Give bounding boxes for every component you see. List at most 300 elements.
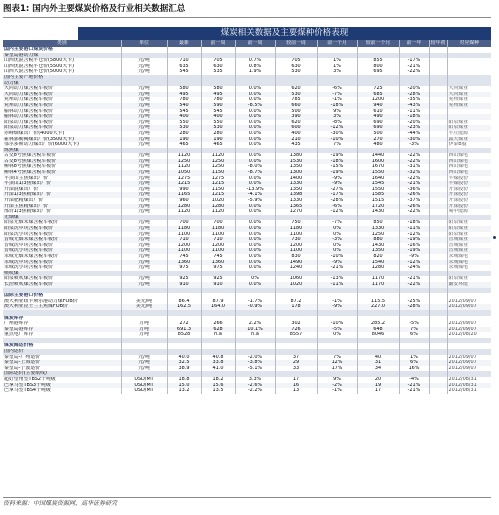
value-cell: 元/吨 — [121, 97, 167, 103]
value-cell: 855 — [357, 58, 399, 64]
value-cell: 1550 — [357, 187, 399, 193]
col-header: 较前一周 — [275, 40, 317, 47]
value-cell: 1170 — [357, 276, 399, 282]
value-cell: -6% — [317, 204, 357, 210]
value-cell: 210 — [275, 137, 317, 143]
value-cell: 495 — [167, 92, 201, 98]
value-cell: 40.8 — [201, 355, 235, 361]
value-cell: -2.2% — [235, 388, 275, 394]
value-cell: -20% — [399, 86, 429, 92]
value-cell: 0.0% — [235, 248, 275, 254]
row-label: 山西优混含税平仓价(5800大卡) — [3, 58, 121, 64]
value-cell: 1250 — [357, 232, 399, 238]
value-cell: 925 — [167, 276, 201, 282]
value-cell: 630 — [275, 64, 317, 70]
value-cell: 0% — [317, 243, 357, 249]
row-label: 榆林动力煤含税车板价 — [3, 109, 121, 115]
value-cell: 630 — [201, 64, 235, 70]
value-cell: 0.0% — [235, 97, 275, 103]
value-cell: 700 — [167, 220, 201, 226]
coal-type-cell: 2012/09/07 — [447, 299, 491, 305]
coal-type-cell: 永城煤电 — [447, 260, 491, 266]
value-cell: 162.5 — [167, 304, 201, 310]
row-label: 开滦混煤出厂价 — [3, 187, 121, 193]
value-cell: -18% — [399, 220, 429, 226]
value-cell: 1440 — [357, 153, 399, 159]
value-cell: 0% — [317, 232, 357, 238]
value-cell: 1020 — [275, 282, 317, 288]
row-label: 阳泉动力煤含税车板价 — [3, 125, 121, 131]
coal-type-cell: 永城煤电 — [447, 254, 491, 260]
value-cell: 1200 — [167, 243, 201, 249]
value-cell: 1120 — [167, 153, 201, 159]
coal-type-cell: 2012/08/31 — [447, 383, 491, 389]
value-cell: 16% — [399, 366, 429, 372]
value-cell: 705 — [201, 58, 235, 64]
source-note: 资料来源：中国煤炭资源网、高华证券研究 — [3, 500, 118, 507]
value-cell: -21% — [399, 64, 429, 70]
value-cell: 115.5 — [357, 299, 399, 305]
value-cell: 7% — [399, 327, 429, 333]
value-cell: -5.1% — [235, 366, 275, 372]
coal-type-cell: 开滦股份 — [447, 187, 491, 193]
row-label: 阳泉无烟末煤含税车板价 — [3, 220, 121, 226]
value-cell: -1% — [317, 299, 357, 305]
value-cell: 910 — [167, 282, 201, 288]
value-cell: 800 — [357, 64, 399, 70]
value-cell: 3% — [317, 114, 357, 120]
row-label: 无烟煤 — [3, 215, 121, 221]
value-cell: 610 — [357, 109, 399, 115]
value-cell: 745 — [167, 254, 201, 260]
value-cell: -23% — [399, 125, 429, 131]
value-cell: 1275 — [201, 176, 235, 182]
row-label: 国际运价(主要航线) — [3, 371, 121, 377]
row-label: 平顶山主焦煤出厂价 — [3, 176, 121, 182]
value-cell: 元/吨 — [121, 92, 167, 98]
value-cell: 1% — [317, 58, 357, 64]
value-cell: -10% — [317, 254, 357, 260]
value-cell: 元/吨 — [121, 248, 167, 254]
value-cell: USD/MT — [121, 388, 167, 394]
value-cell: 540 — [167, 103, 201, 109]
row-label: 秦皇岛-广州运价 — [3, 355, 121, 361]
value-cell: 元/吨 — [121, 192, 167, 198]
row-label: 重点电厂库存 — [3, 332, 121, 338]
value-cell: -8.7% — [235, 170, 275, 176]
value-cell: -31% — [399, 164, 429, 170]
value-cell: 美元/吨 — [121, 304, 167, 310]
row-label: 阳泉洗中块含税车板价 — [3, 226, 121, 232]
value-cell: -36% — [399, 187, 429, 193]
row-label: 古交8号焦煤含税车板价 — [3, 153, 121, 159]
value-cell: 400 — [275, 131, 317, 137]
coal-type-cell: 兖州煤业 — [447, 97, 491, 103]
value-cell: 41.0 — [201, 366, 235, 372]
value-cell: 元/吨 — [121, 187, 167, 193]
value-cell: -22% — [399, 176, 429, 182]
value-cell: 785 — [275, 97, 317, 103]
value-cell: 620 — [275, 86, 317, 92]
coal-type-cell: 大同煤业 — [447, 92, 491, 98]
row-label: 榆林动力煤含税车板价 — [3, 114, 121, 120]
row-label: 山西大混含税平仓价(5000大卡) — [3, 69, 121, 75]
row-label: 长治喷吹煤含税车板价 — [3, 282, 121, 288]
value-cell: -10% — [317, 321, 357, 327]
coal-type-cell: 阳泉煤业 — [447, 120, 491, 126]
row-label: 柳林8号焦煤含税车板价 — [3, 164, 121, 170]
value-cell: 1200 — [357, 97, 399, 103]
table-row — [3, 388, 491, 394]
value-cell: 1170 — [357, 282, 399, 288]
value-cell: -30% — [399, 137, 429, 143]
coal-type-cell: 开滦股份 — [447, 198, 491, 204]
value-cell: 1350 — [275, 164, 317, 170]
value-cell: 17 — [357, 388, 399, 394]
value-cell: 164.0 — [201, 304, 235, 310]
value-cell: 465 — [201, 142, 235, 148]
row-label: 国际主要港口价格 — [3, 293, 121, 299]
coal-type-cell: 潞安环能 — [447, 282, 491, 288]
value-cell: 33 — [275, 366, 317, 372]
value-cell: 691.3 — [167, 327, 201, 333]
value-cell: 830 — [275, 254, 317, 260]
coal-type-cell: 阳泉煤业 — [447, 276, 491, 282]
value-cell: -1% — [317, 388, 357, 394]
coal-type-cell: 平煤股份 — [447, 181, 491, 187]
value-cell: 元/吨 — [121, 243, 167, 249]
value-cell: 620 — [275, 120, 317, 126]
value-cell: 435 — [275, 142, 317, 148]
value-cell: 400 — [167, 114, 201, 120]
value-cell: 万吨 — [121, 327, 167, 333]
coal-type-cell: 平庄能源 — [447, 131, 491, 137]
value-cell: 元/吨 — [121, 260, 167, 266]
coal-type-cell: 阳泉煤业 — [447, 125, 491, 131]
coal-type-cell: 2012/08/31 — [447, 377, 491, 383]
value-cell: 0.0% — [235, 232, 275, 238]
value-cell: 美元/吨 — [121, 299, 167, 305]
value-cell — [429, 388, 447, 394]
value-cell: 0.0% — [235, 204, 275, 210]
value-cell: -16% — [399, 243, 429, 249]
value-cell: 490 — [357, 114, 399, 120]
value-cell: 1275 — [167, 176, 201, 182]
value-cell: 0.0% — [235, 226, 275, 232]
row-label: 秦皇岛-上海运价 — [3, 360, 121, 366]
value-cell: 580 — [201, 86, 235, 92]
value-cell: -18% — [317, 159, 357, 165]
value-cell: 元/吨 — [121, 254, 167, 260]
value-cell: 1280 — [201, 204, 235, 210]
value-cell: 1380 — [275, 153, 317, 159]
value-cell: 690 — [357, 125, 399, 131]
value-cell: 9% — [317, 377, 357, 383]
row-label: 炼焦煤 — [3, 148, 121, 154]
value-cell: 7% — [317, 355, 357, 361]
value-cell: 1350 — [275, 187, 317, 193]
col-header: 较前一个月 — [357, 40, 399, 47]
row-label: 大同动力煤含税车板价 — [3, 86, 121, 92]
value-cell: 266 — [201, 321, 235, 327]
value-cell: 1050 — [167, 170, 201, 176]
col-header: 单位 — [121, 40, 167, 47]
value-cell: -32% — [399, 170, 429, 176]
coal-type-cell: 露天煤业 — [447, 137, 491, 143]
value-cell: 17 — [275, 377, 317, 383]
value-cell: -3.8% — [235, 360, 275, 366]
row-label: 超好望角型TBS2干吨级 — [3, 377, 121, 383]
value-cell: -4% — [399, 377, 429, 383]
value-cell: -9% — [317, 176, 357, 182]
value-cell: 1720 — [357, 204, 399, 210]
value-cell: 590 — [201, 103, 235, 109]
value-cell: 元/吨 — [121, 103, 167, 109]
col-header: 前一年 — [399, 40, 429, 47]
value-cell: 280 — [201, 131, 235, 137]
value-cell: 元/吨 — [121, 204, 167, 210]
row-label: 秦皇岛港库存 — [3, 327, 121, 333]
value-cell: 190 — [201, 137, 235, 143]
value-cell: -21% — [399, 383, 429, 389]
value-cell: 530 — [201, 125, 235, 131]
value-cell: 18.2 — [201, 377, 235, 383]
value-cell: 270 — [357, 137, 399, 143]
coal-type-cell: 永城煤电 — [447, 265, 491, 271]
value-cell: 元/吨 — [121, 276, 167, 282]
value-cell: -22% — [399, 153, 429, 159]
coal-type-cell: 晋城煤业 — [447, 248, 491, 254]
row-label: 秦皇岛-宁波运价 — [3, 366, 121, 372]
value-cell: 820 — [357, 254, 399, 260]
row-label: 柳林4号焦煤含税车板价 — [3, 170, 121, 176]
col-header: 前一个月 — [317, 40, 357, 47]
value-cell: 1350 — [357, 248, 399, 254]
value-cell: 1240 — [275, 265, 317, 271]
value-cell: 0.7% — [235, 58, 275, 64]
value-cell: 1% — [317, 64, 357, 70]
coal-type-cell: 西山煤电 — [447, 159, 491, 165]
row-label: 澳大利亚昆士兰主焦煤FOB价 — [3, 304, 121, 310]
value-cell: 19 — [357, 383, 399, 389]
value-cell: 495 — [201, 92, 235, 98]
value-cell: 37 — [275, 355, 317, 361]
value-cell: USD/MT — [121, 383, 167, 389]
value-cell: 1215 — [201, 192, 235, 198]
value-cell: 910 — [201, 282, 235, 288]
row-label: 兖州动力煤含税车板价 — [3, 103, 121, 109]
value-cell: 2.2% — [235, 321, 275, 327]
value-cell: n.a — [201, 332, 235, 338]
value-cell: 元/吨 — [121, 142, 167, 148]
value-cell: 13.2 — [167, 388, 201, 394]
value-cell: 635 — [167, 64, 201, 70]
value-cell: -1.7% — [235, 299, 275, 305]
value-cell: 0.0% — [235, 220, 275, 226]
coal-type-cell: 2012/09/07 — [447, 360, 491, 366]
value-cell: 1180 — [275, 226, 317, 232]
value-cell: 元/吨 — [121, 265, 167, 271]
value-cell: -44% — [399, 131, 429, 137]
value-cell: 1100 — [167, 248, 201, 254]
value-cell: 87.2 — [275, 299, 317, 305]
title-divider — [3, 17, 491, 18]
value-cell: -28% — [399, 304, 429, 310]
row-label: 古交8号焦煤含税车板价 — [3, 159, 121, 165]
value-cell: 710 — [167, 237, 201, 243]
table-body — [3, 47, 491, 394]
value-cell: 1515 — [357, 198, 399, 204]
value-cell: 1300 — [275, 170, 317, 176]
value-cell: 400 — [201, 114, 235, 120]
value-cell: 9% — [317, 109, 357, 115]
data-table — [3, 40, 491, 394]
row-label: 国内主要港口煤炭价格 — [3, 47, 121, 53]
value-cell: -26% — [399, 204, 429, 210]
row-label: 开滦1/3焦精煤出厂价 — [3, 192, 121, 198]
coal-type-cell: 2012/08/20 — [447, 332, 491, 338]
value-cell: 1330 — [357, 226, 399, 232]
value-cell: 750 — [275, 220, 317, 226]
value-cell: 1280 — [167, 204, 201, 210]
value-cell: 0.0% — [235, 282, 275, 288]
value-cell: 元/吨 — [121, 137, 167, 143]
coal-type-cell: 2012/09/07 — [447, 355, 491, 361]
value-cell: 726 — [275, 327, 317, 333]
value-cell: 元/吨 — [121, 226, 167, 232]
value-cell: 0.0% — [235, 209, 275, 215]
value-cell: -17% — [399, 58, 429, 64]
value-cell: 元/吨 — [121, 153, 167, 159]
value-cell: 0.0% — [235, 131, 275, 137]
value-cell: 390 — [275, 114, 317, 120]
value-cell: 1398 — [275, 192, 317, 198]
value-cell: -12% — [317, 209, 357, 215]
value-cell: -9% — [399, 254, 429, 260]
value-cell: 0.0% — [235, 265, 275, 271]
value-cell: 1.9% — [235, 69, 275, 75]
value-cell: -18% — [317, 103, 357, 109]
value-cell: -9% — [317, 304, 357, 310]
coal-type-cell: 2012/09/07 — [447, 327, 491, 333]
row-label: 澳大利亚纽卡斯尔港动力煤FOB价 — [3, 299, 121, 305]
value-cell: 元/吨 — [121, 181, 167, 187]
value-cell: 480 — [357, 142, 399, 148]
value-cell: n.a — [235, 332, 275, 338]
value-cell: 628 — [201, 327, 235, 333]
value-cell: 元/吨 — [121, 64, 167, 70]
value-cell: 元/吨 — [121, 120, 167, 126]
value-cell: 38.9 — [167, 366, 201, 372]
value-cell: 元/吨 — [121, 125, 167, 131]
value-cell: 710 — [167, 58, 201, 64]
value-cell: 1150 — [201, 170, 235, 176]
value-cell: 万吨 — [121, 321, 167, 327]
value-cell: 685 — [357, 92, 399, 98]
value-cell: 1330 — [275, 198, 317, 204]
value-cell: 0.0% — [235, 153, 275, 159]
row-label: 动力煤 — [3, 81, 121, 87]
row-label: 国内运价 — [3, 349, 121, 355]
value-cell: 1585 — [357, 192, 399, 198]
value-cell: -21% — [399, 181, 429, 187]
value-cell: 6% — [399, 360, 429, 366]
value-cell: 元/吨 — [121, 86, 167, 92]
value-cell: 1120 — [167, 209, 201, 215]
value-cell: -27% — [317, 187, 357, 193]
value-cell: -0.9% — [235, 304, 275, 310]
coal-type-cell: 冀中能源 — [447, 209, 491, 215]
value-cell: 13 — [275, 388, 317, 394]
figure-title: 图表1: 国内外主要煤炭价格及行业相关数据汇总 — [3, 4, 186, 14]
value-cell: 550 — [167, 120, 201, 126]
value-cell: 7% — [317, 142, 357, 148]
value-cell: -15% — [317, 164, 357, 170]
coal-type-cell: 西山煤电 — [447, 153, 491, 159]
value-cell: 0.0% — [235, 120, 275, 126]
value-cell: -26% — [399, 192, 429, 198]
value-cell: 780 — [167, 97, 201, 103]
value-cell: 465 — [167, 142, 201, 148]
value-cell: -21% — [399, 388, 429, 394]
value-cell: 530 — [275, 69, 317, 75]
value-cell: 710 — [201, 237, 235, 243]
value-cell: 648 — [357, 327, 399, 333]
value-cell: 元/吨 — [121, 164, 167, 170]
value-cell: 元/吨 — [121, 131, 167, 137]
row-label: 平顶山1/3焦煤出厂价 — [3, 181, 121, 187]
row-label: 煤炭库存 — [3, 316, 121, 322]
value-cell: 0.0% — [235, 86, 275, 92]
value-cell: 元/吨 — [121, 198, 167, 204]
value-cell: 960 — [167, 198, 201, 204]
value-cell: 32.5 — [167, 360, 201, 366]
row-label: 赤峰烟煤出厂价(4000大卡) — [3, 131, 121, 137]
value-cell: 13.5 — [201, 388, 235, 394]
value-cell: 1250 — [201, 159, 235, 165]
value-cell: 1600 — [357, 159, 399, 165]
value-cell: 10.1% — [235, 327, 275, 333]
row-label: 永城洗小块含税车板价 — [3, 265, 121, 271]
value-cell: -5.9% — [235, 198, 275, 204]
col-header: 较年初 — [430, 40, 446, 46]
value-cell: -37% — [399, 198, 429, 204]
row-label: 兖州动力煤含税车板价 — [3, 97, 121, 103]
col-header: 对应煤种 — [447, 40, 491, 47]
value-cell: -2% — [317, 383, 357, 389]
value-cell: 元/吨 — [121, 232, 167, 238]
value-cell: 1270 — [275, 209, 317, 215]
value-cell: -43% — [399, 103, 429, 109]
coal-type-cell: 大同煤业 — [447, 86, 491, 92]
value-cell: 元/吨 — [121, 237, 167, 243]
value-cell: -25% — [399, 299, 429, 305]
value-cell: 15.0 — [167, 383, 201, 389]
coal-type-cell: 西山煤电 — [447, 164, 491, 170]
value-cell: 33.8 — [201, 360, 235, 366]
value-cell: 545 — [201, 109, 235, 115]
row-label: 霍林郭勒褐煤出厂价(3500大卡) — [3, 137, 121, 143]
value-cell: 1640 — [357, 176, 399, 182]
value-cell: -24% — [399, 265, 429, 271]
row-label: 广州港库存 — [3, 321, 121, 327]
value-cell: -35% — [399, 97, 429, 103]
coal-type-cell: 伊泰B股 — [447, 142, 491, 148]
value-cell: 1330 — [275, 181, 317, 187]
value-cell: -12% — [317, 125, 357, 131]
value-cell: -22% — [399, 159, 429, 165]
col-header: 类别 — [3, 40, 121, 47]
